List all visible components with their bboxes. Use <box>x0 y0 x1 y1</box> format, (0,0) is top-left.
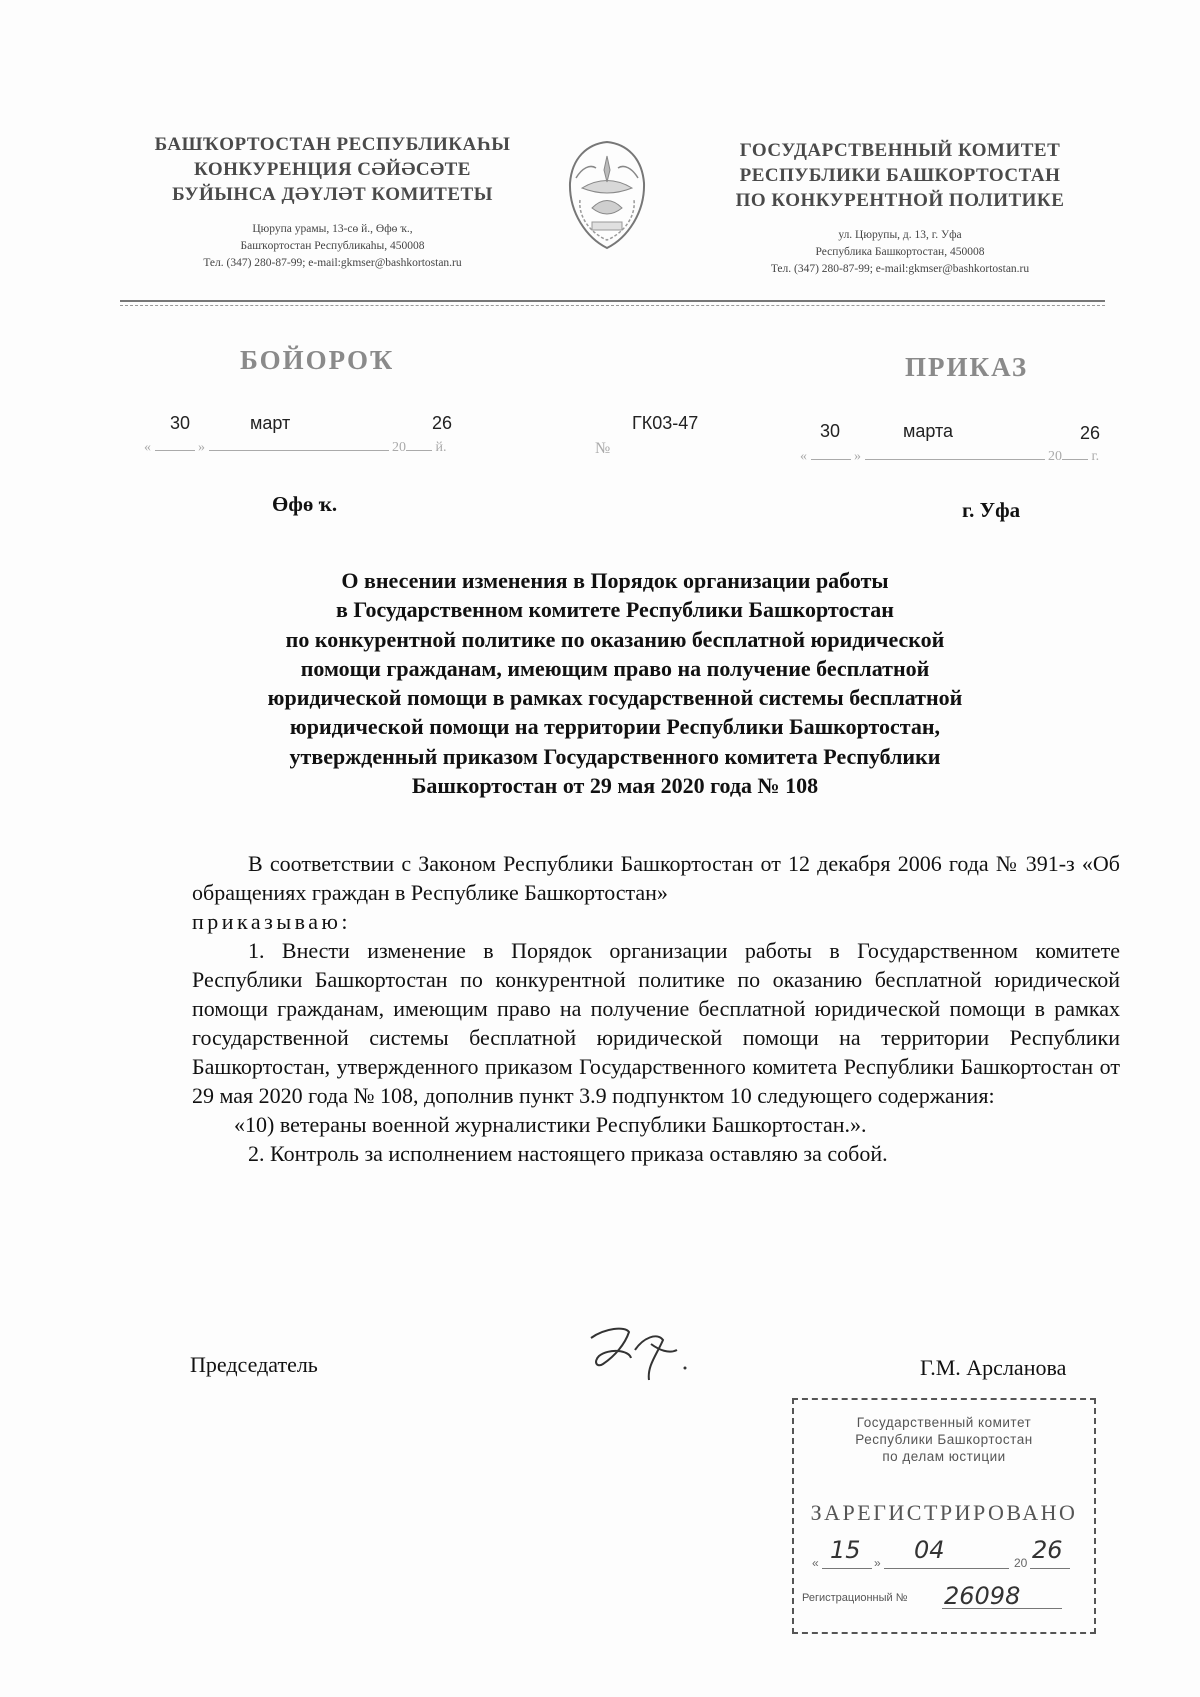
header-left-address: Цюрупа урамы, 13-сө й., Өфө ҡ., Башҡортостан Республикаһы, 450008 Тел. (347) 280-87-99; e-mail:gkmser@bashkortostan.ru <box>203 223 462 269</box>
date-right-month: марта <box>903 421 954 441</box>
signatory-position: Председатель <box>190 1352 318 1377</box>
item-1: 1. Внести изменение в Порядок организации работы в Государственном комитете Республики Башкортостан по конкурентной политике по оказанию бесплатной юридической помощи гражданам, имеющим право на получение бесплатной юридической помощи в рамках государственной системы бесплатной юридической помощи на территории Республики Башкортостан, утвержденного приказом Государственного комитета Республики Башкортостан от 29 мая 2020 года № 108, дополнив пункт 3.9 подпунктом 10 следующего содержания: <box>192 938 1120 1108</box>
stamp-status: ЗАРЕГИСТРИРОВАНО <box>810 1500 1078 1525</box>
date-right-year: 26 <box>1080 423 1101 443</box>
header-right-address: ул. Цюрупы, д. 13, г. Уфа Республика Башкортостан, 450008 Тел. (347) 280-87-99; e-mail:gkmser@bashkortostan.ru <box>770 229 1030 275</box>
emblem-icon <box>562 138 652 253</box>
stamp-organization: Государственный комитет Республики Башкортостан по делам юстиции <box>855 1415 1033 1464</box>
date-left-day: 30 <box>170 413 191 433</box>
signature-icon <box>585 1320 695 1390</box>
city-right: г. Уфа <box>962 498 1021 522</box>
coat-of-arms-emblem <box>562 138 652 253</box>
preamble-paragraph: В соответствии с Законом Республики Башкортостан от 12 декабря 2006 года № 391-з «Об обращениях граждан в Республике Башкортостан» <box>192 851 1120 905</box>
stamp-reg-label: Регистрационный № <box>802 1592 908 1604</box>
number-sign: № <box>595 440 611 457</box>
stamp-year: 26 <box>1032 1536 1063 1564</box>
item-1-quote: «10) ветераны военной журналистики Республики Башкортостан.». <box>234 1112 867 1137</box>
stamp-month: 04 <box>914 1536 945 1564</box>
date-left-year: 26 <box>432 413 453 433</box>
header-divider <box>120 300 1105 302</box>
item-2: 2. Контроль за исполнением настоящего приказа оставляю за собой. <box>248 1141 888 1166</box>
header-left <box>130 132 535 272</box>
document-title: О внесении изменения в Порядок организации работы в Государственном комитете Республики Башкортостан по конкурентной политике по оказанию бесплатной юридической помощи гражданам, имеющим право на получение бесплатной юридической помощи в рамках государственной системы бесплатной юридической помощи на территории Республики Башкортостан, утвержденный приказом Государственного комитета Республики Башкортостан от 29 мая 2020 года № 108 <box>267 568 963 799</box>
order-number: ГК03-47 <box>632 413 699 433</box>
date-left-month: март <box>250 413 291 433</box>
date-right-blank: « » 20 г. <box>800 449 1100 464</box>
doc-kind-left: БОЙОРОҠ <box>240 345 395 375</box>
document-body <box>192 849 1120 1168</box>
date-left-blank: « » 20 й. <box>144 440 447 455</box>
handwritten-signature <box>585 1320 695 1390</box>
header-right-name: ГОСУДАРСТВЕННЫЙ КОМИТЕТ РЕСПУБЛИКИ БАШКОРТОСТАН ПО КОНКУРЕНТНОЙ ПОЛИТИКЕ <box>735 140 1065 211</box>
doc-kind-right: ПРИКАЗ <box>905 352 1029 382</box>
order-word: приказываю: <box>192 909 352 934</box>
signatory-name: Г.М. Арсланова <box>920 1355 1067 1380</box>
stamp-date-line: « » 20 <box>812 1546 1082 1574</box>
header-left-name: БАШҠОРТОСТАН РЕСПУБЛИКАҺЫ КОНКУРЕНЦИЯ СӘЙӘСӘТЕ БУЙЫНСА ДӘҮЛӘТ КОМИТЕТЫ <box>154 134 511 205</box>
stamp-reg-underline <box>942 1608 1062 1609</box>
city-left: Өфө ҡ. <box>272 492 338 516</box>
date-right-day: 30 <box>820 421 841 441</box>
stamp-reg-number: 26098 <box>944 1582 1021 1610</box>
registration-stamp <box>792 1398 1096 1634</box>
stamp-day: 15 <box>830 1536 861 1564</box>
header-right <box>690 138 1110 278</box>
header-divider-secondary <box>120 305 1105 306</box>
